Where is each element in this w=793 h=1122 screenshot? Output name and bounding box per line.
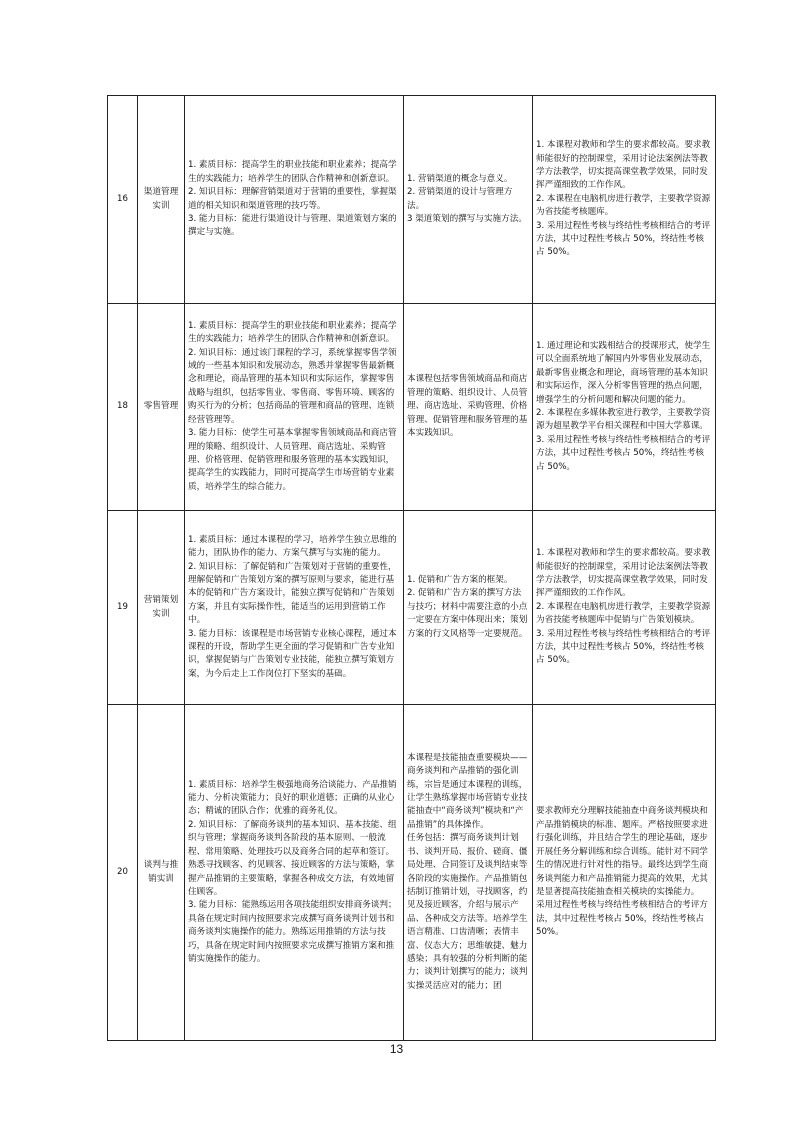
requirement-item: 2. 本课程在电脑机房进行教学，主要教学资源为省技能考核题库中促销与广告策划模块。 (536, 601, 711, 626)
content-item: 2. 促销和广告方案的撰写方法与技巧；材料中需要注意的小点一定要在方案中体现出来；策划方案的行文风格等一定要规范。 (407, 588, 528, 639)
course-number: 16 (108, 96, 138, 304)
teaching-requirements (533, 96, 716, 304)
goal-item: 1. 素质目标：提高学生的职业技能和职业素养；提高学生的实践能力；培养学生的团队合作精神和创新意识。 (188, 160, 397, 184)
requirement-item: 3. 采用过程性考核与终结性考核相结合的考评方法，其中过程性考核占 50%，终结性考核占 50%。 (536, 220, 711, 258)
requirement-item: 3. 采用过程性考核与终结性考核相结合的考评方法，其中过程性考核占 50%，终结性考核占 50%。 (536, 628, 711, 666)
course-content (404, 511, 533, 705)
course-content (404, 96, 533, 304)
course-name: 谈判与推销实训 (138, 705, 185, 1041)
goal-item: 1. 素质目标：通过本课程的学习，培养学生独立思维的能力，团队协作的能力、方案气撰写与实施的能力。 (188, 534, 397, 559)
content-item: 3 渠道策划的撰写与实施方法。 (407, 213, 527, 224)
goal-item: 1. 素质目标：培养学生极强地商务洽谈能力、产品推销能力、分析决策能力；良好的职业道德；正确的从业心态；精诚的团队合作；优雅的商务礼仪。 (188, 779, 397, 817)
goal-item: 2. 知识目标：理解营销渠道对于营销的重要性，掌握渠道的相关知识和渠道管理的技巧等。 (188, 187, 397, 211)
teaching-requirements (533, 304, 716, 511)
teaching-requirements (533, 705, 716, 1041)
course-name: 渠道管理实训 (138, 96, 185, 304)
course-goals (185, 511, 404, 705)
page-number: 13 (389, 1042, 404, 1056)
goal-item: 3. 能力目标：使学生可基本掌握零售领域商品和商店管理的策略、组织设计、人员管理、商店选址、采购管理、价格管理、促销管理和服务管理的基本实践知识，提高学生的实践能力，同时可提高学生市场营销专业素质，培养学生的综合能力。 (188, 428, 397, 492)
course-number: 20 (108, 705, 138, 1041)
course-content (404, 304, 533, 511)
requirement-item: 1. 本课程对教师和学生的要求都较高。要求教师能很好的控制课堂，采用讨论法案例法等教学方法教学，切实提高课堂教学效果，同时发挥严谨细致的工作作风。 (536, 140, 711, 191)
goal-item: 2. 知识目标：通过该门课程的学习，系统掌握零售学领域的一些基本知识和发展动态，熟悉并掌握零售最新概念和理论，商品管理的基本知识和实际运作，掌握零售战略与组织，包括零售业、零售商、零售环境、顾客的购买行为的分析；包括商品的管理和商品的管理、连锁经营管理等。 (188, 347, 397, 425)
requirement-item: 2. 本课程在多媒体教室进行教学，主要教学资源为超星教学平台相关课程和中国大学慕课。 (536, 408, 711, 432)
table-row (108, 511, 716, 705)
requirement-item: 1. 通过理论和实践相结合的授课形式，使学生可以全面系统地了解国内外零售业发展动态，最新零售业概念和理论，商场管理的基本知识和实际运作，深入分析零售管理的热点问题，增强学生的分析问题和解决问题的能力。 (536, 340, 711, 405)
content-item: 本课程是技能抽查重要模块——商务谈判和产品推销的强化训练，宗旨是通过本课程的训练，让学生熟练掌握市场营销专业技能抽查中“商务谈判”模块和“产品推销”的具体操作。 (407, 752, 528, 830)
course-number: 19 (108, 511, 138, 705)
requirement-item: 要求教师充分理解技能抽查中商务谈判模块和产品推销模块的标准、题库。严格按照要求进行强化训练，并且结合学生的理论基础，逐步开展任务分解训练和综合训练。能针对不同学生的情况进行针对性的指导。最终达到学生商务谈判能力和产品推销能力提高的效果，尤其是显著提高技能抽查相关模块的实操能力。 (536, 806, 708, 897)
table-row (108, 705, 716, 1041)
goal-item: 3. 能力目标：该课程是市场营销专业核心课程，通过本课程的开设，帮助学生更全面的学习促销和广告专业知识，掌握促销与广告策划专业技能，能独立撰写策划方案，为今后走上工作岗位打下坚实的基础。 (188, 628, 397, 679)
goal-item: 1. 素质目标：提高学生的职业技能和职业素养；提高学生的实践能力；培养学生的团队合作精神和创新意识。 (188, 320, 397, 345)
course-name: 零售管理 (138, 304, 185, 511)
course-goals (185, 96, 404, 304)
goal-item: 2. 知识目标：了解促销和广告策划对于营销的重要性，理解促销和广告策划方案的撰写原则与要求，能进行基本的促销和广告方案设计，能独立撰写促销和广告策划方案，并且有实际操作性，能适当的运用到营销工作中。 (188, 561, 397, 626)
requirement-item: 2. 本课程在电脑机房进行教学，主要教学资源为省技能考核题库。 (536, 193, 711, 218)
content-item: 1. 营销渠道的概念与意义。 (407, 173, 513, 184)
course-name: 营销策划实训 (138, 511, 185, 705)
goal-item: 3. 能力目标：能进行渠道设计与管理、渠道策划方案的撰定与实施。 (188, 213, 397, 238)
content-item: 1. 促销和广告方案的框架。 (407, 574, 513, 585)
requirement-item: 1. 本课程对教师和学生的要求都较高。要求教师能很好的控制课堂，采用讨论法案例法等教学方法教学，切实提高课堂教学效果，同时发挥严谨细致的工作作风。 (536, 548, 711, 599)
course-goals (185, 705, 404, 1041)
course-number: 18 (108, 304, 138, 511)
course-content (404, 705, 533, 1041)
content-item: 任务包括：撰写商务谈判计划书、谈判开局、报价、磋商、僵局处理、合同签订及谈判结束等各阶段的实施操作。产品推销包括制订推销计划，寻找顾客，约见及接近顾客，介绍与展示产品、各种成交方法等。培养学生语言精准、口齿清晰；表情丰富、仪态大方；思维敏捷、魅力感染；具有较强的分析判断的能力；谈判计划撰写的能力；谈判实操灵活应对的能力；团 (407, 833, 528, 991)
teaching-requirements (533, 511, 716, 705)
curriculum-table (107, 95, 716, 1041)
goal-item: 2. 知识目标：了解商务谈判的基本知识、基本技能、组织与管理；掌握商务谈判各阶段的基本原则、一般流程、常用策略、处理技巧以及商务合同的起草和签订。熟悉寻找顾客、约见顾客、接近顾客的方法与策略，掌握产品推销的主要策略，掌握各种成交方法，有效地留住顾客。 (188, 819, 397, 897)
table-row (108, 304, 716, 511)
requirement-item: 3. 采用过程性考核与终结性考核相结合的考评方法，其中过程性考核占 50%，终结性考核占 50%。 (536, 434, 711, 472)
content-item: 本课程包括零售领域商品和商店管理的策略、组织设计、人员管理、商店选址、采购管理、价格管理、促销管理和服务管理的基本实践知识。 (407, 374, 528, 439)
table-row (108, 96, 716, 304)
goal-item: 3. 能力目标：能熟练运用各项技能组织安排商务谈判；具备在规定时间内按照要求完成撰写商务谈判计划书和商务谈判实施操作的能力。熟练运用推销的方法与技巧，具备在规定时间内按照要求完成撰写推销方案和推销实施操作的能力。 (188, 900, 397, 964)
content-item: 2. 营销渠道的设计与管理方法。 (407, 187, 513, 211)
requirement-item: 采用过程性考核与终结性考核相结合的考评方法，其中过程性考核占 50%，终结性考核占 50%。 (536, 900, 708, 938)
course-goals (185, 304, 404, 511)
